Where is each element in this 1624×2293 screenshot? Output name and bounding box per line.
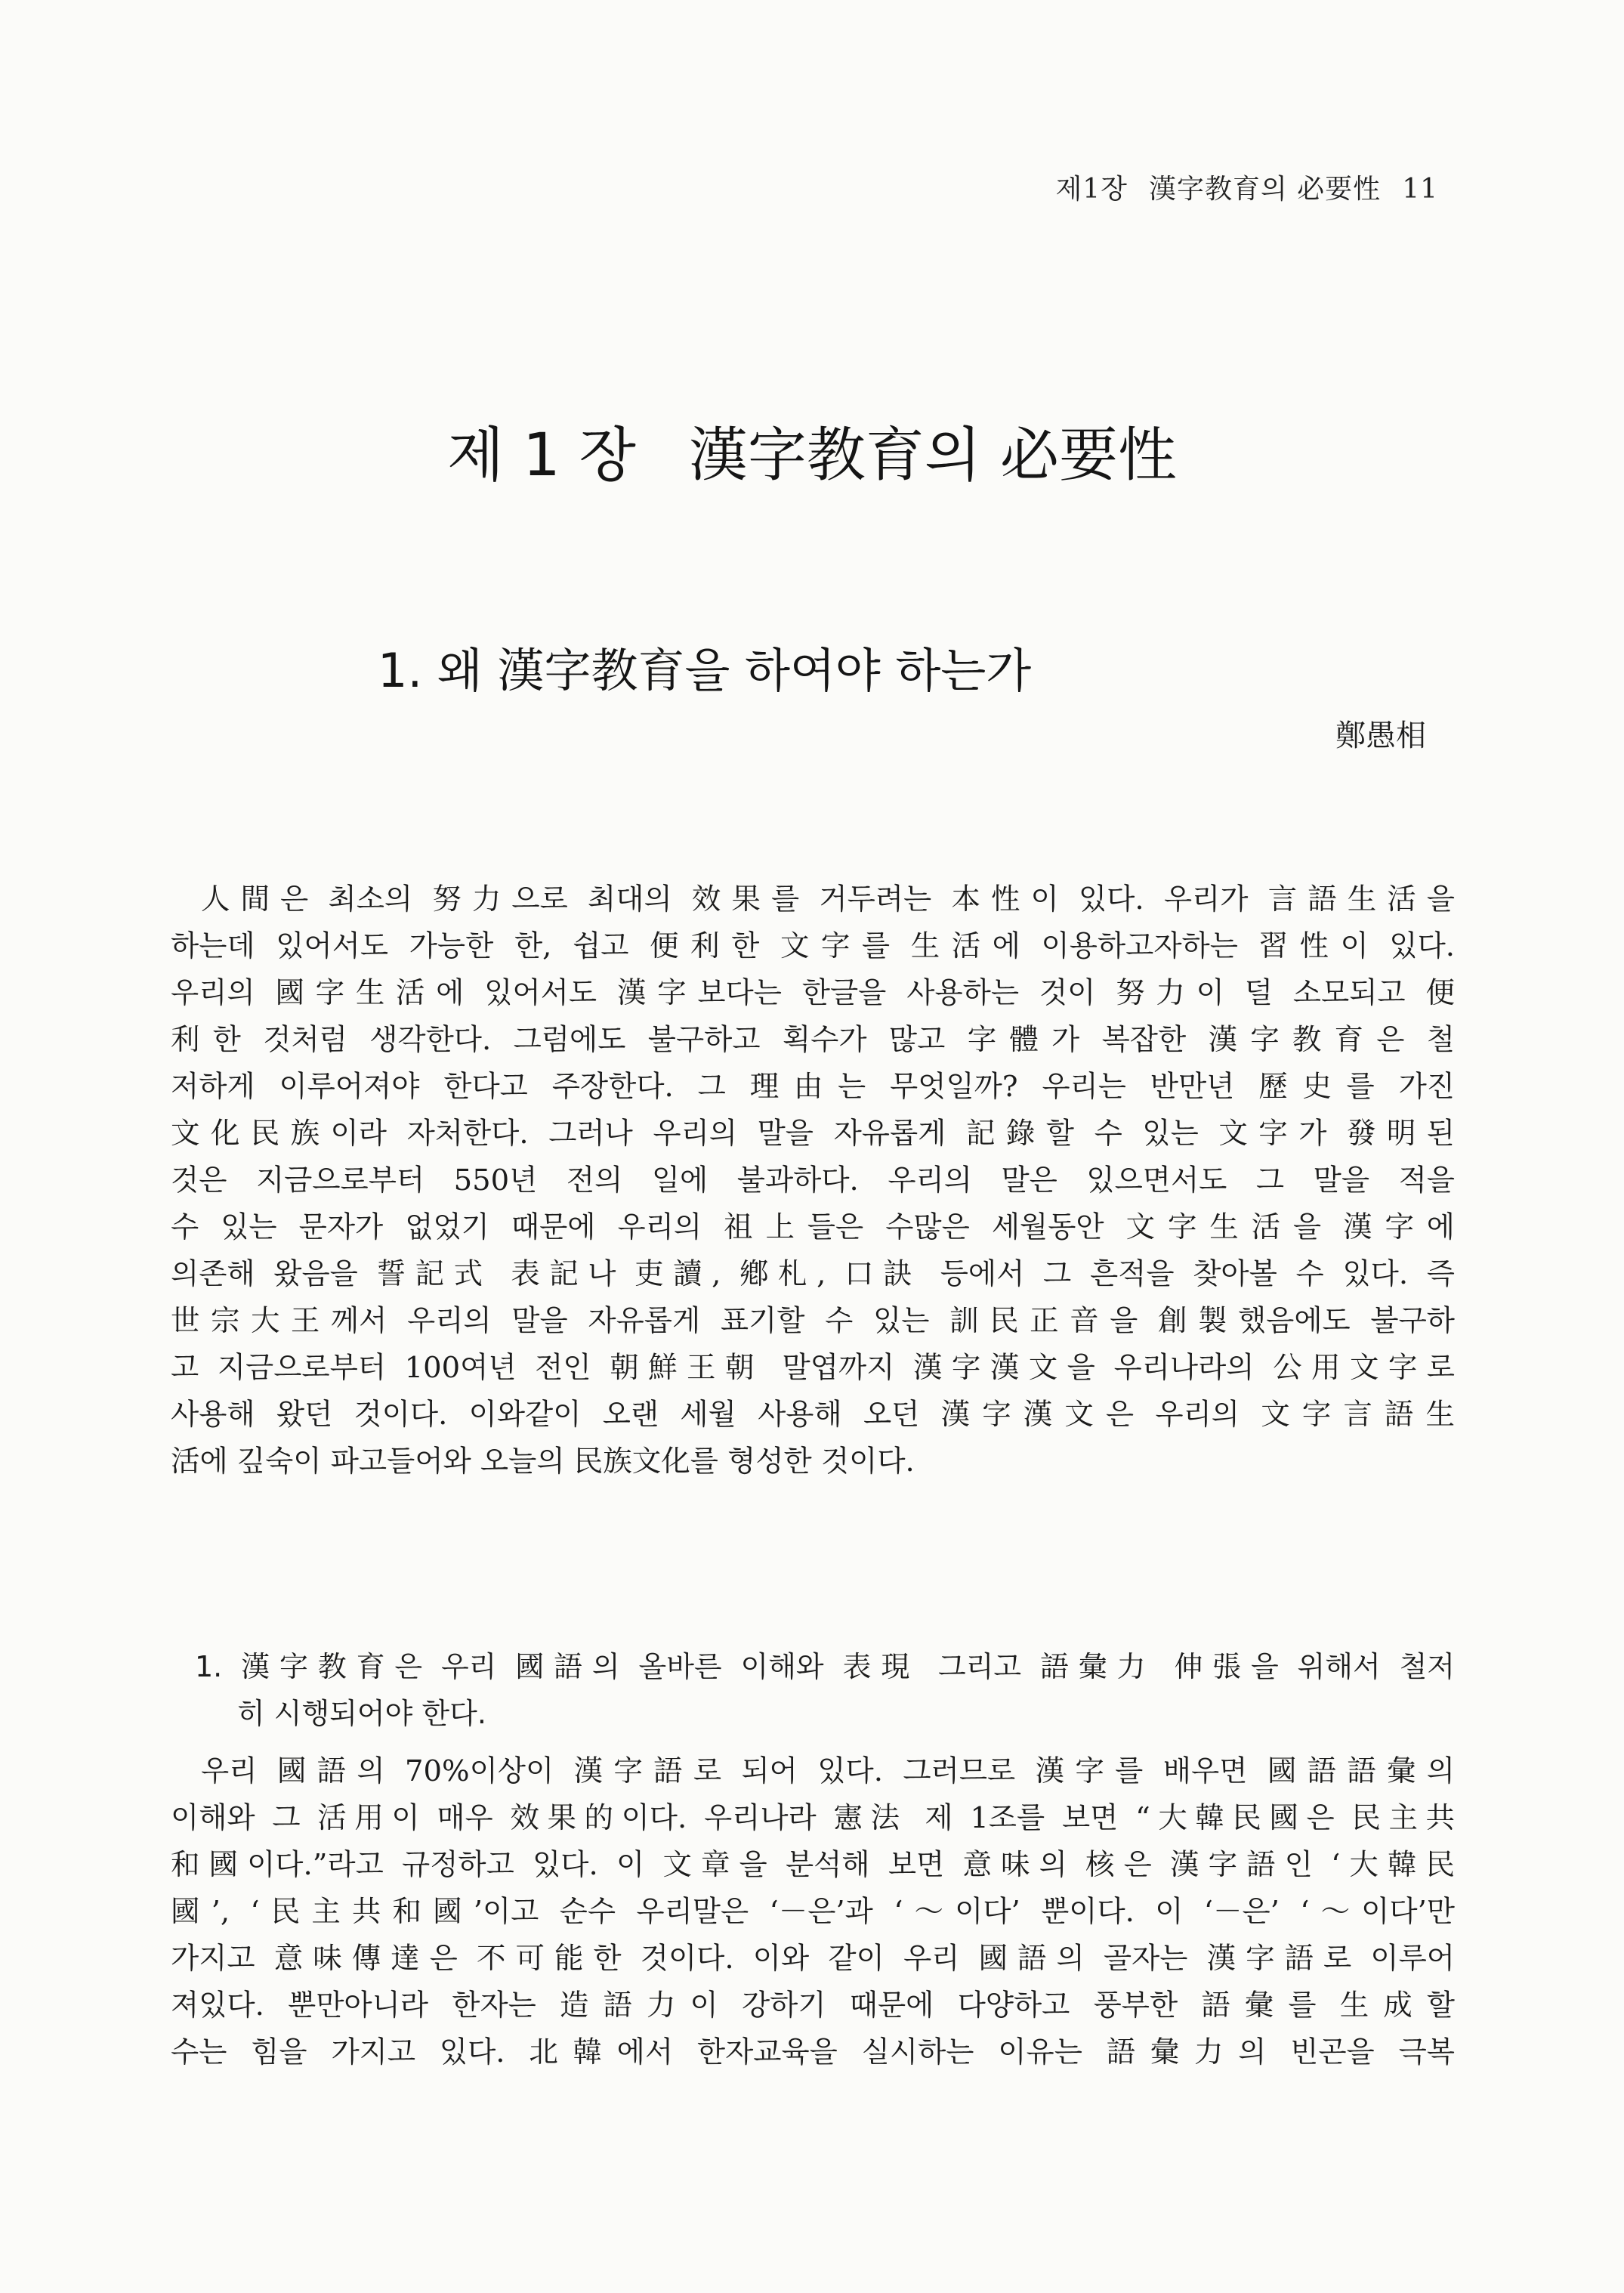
paragraph-line: 活에 깊숙이 파고들어와 오늘의 民族文化를 형성한 것이다.	[171, 1445, 915, 1479]
numbered-heading-line: 히 시행되어야 한다.	[237, 1697, 486, 1730]
paragraph-line: 것은 지금으로부터 550년 전의 일에 불과하다. 우리의 말은 있으면서도 그 말을 적을	[171, 1163, 1455, 1197]
paragraph-line: 國’, ‘民主共和國’이고 순수 우리말은 ‘－은’과 ‘～이다’ 뿐이다. 이 ‘－은’ ‘～이다’만	[171, 1895, 1455, 1929]
paragraph-line: 和國이다.”라고 규정하고 있다. 이 文章을 분석해 보면 意味의 核은 漢字語인 ‘大韓民	[171, 1848, 1455, 1882]
paragraph-line: 人間은 최소의 努力으로 최대의 效果를 거두려는 本性이 있다. 우리가 言語生活을	[201, 882, 1455, 916]
running-header-chapter: 제1장	[1055, 174, 1128, 205]
paragraph-line: 이해와 그 活用이 매우 效果的이다. 우리나라 憲法 제 1조를 보면 “大韓民國은 民主共	[171, 1801, 1455, 1835]
page-number: 11	[1402, 174, 1438, 205]
chapter-title	[0, 408, 1624, 493]
paragraph-line: 저하게 이루어져야 한다고 주장한다. 그 理由는 무엇일까? 우리는 반만년 歷史를 가진	[171, 1070, 1455, 1104]
paragraph-1	[171, 876, 1455, 1485]
running-header	[1055, 168, 1438, 206]
paragraph-line: 의존해 왔음을 誓記式 表記나 吏讀, 鄕札, 口訣 등에서 그 흔적을 찾아볼 수 있다. 즉	[171, 1257, 1455, 1291]
paragraph-line: 文化民族이라 자처한다. 그러나 우리의 말을 자유롭게 記錄할 수 있는 文字가 發明된	[171, 1117, 1455, 1151]
paragraph-line: 하는데 있어서도 가능한 한, 쉽고 便利한 文字를 生活에 이용하고자하는 習性이 있다.	[171, 929, 1455, 963]
chapter-label: 제 1 장	[446, 422, 636, 490]
paragraph-line: 수는 힘을 가지고 있다. 北韓에서 한자교육을 실시하는 이유는 語彙力의 빈곤을 극복	[171, 2035, 1455, 2069]
paragraph-line: 사용해 왔던 것이다. 이와같이 오랜 세월 사용해 오던 漢字漢文은 우리의 文字言語生	[171, 1398, 1455, 1432]
paragraph-line: 가지고 意味傳達은 不可能한 것이다. 이와 같이 우리 國語의 골자는 漢字語로 이루어	[171, 1942, 1455, 1976]
paragraph-line: 수 있는 문자가 없었기 때문에 우리의 祖上들은 수많은 세월동안 文字生活을 漢字에	[171, 1210, 1455, 1244]
paragraph-line: 고 지금으로부터 100여년 전인 朝鮮王朝 말엽까지 漢字漢文을 우리나라의 公用文字로	[171, 1351, 1455, 1385]
paragraph-line: 世宗大王께서 우리의 말을 자유롭게 표기할 수 있는 訓民正音을 創製했음에도 불구하	[171, 1304, 1455, 1338]
author-name: 鄭愚相	[1335, 718, 1426, 753]
numbered-heading-line: 1. 漢字教育은 우리 國語의 올바른 이해와 表現 그리고 語彙力 伸張을 위해서 철저	[195, 1650, 1455, 1683]
paragraph-line: 우리의 國字生活에 있어서도 漢字보다는 한글을 사용하는 것이 努力이 덜 소모되고 便	[171, 976, 1455, 1010]
paragraph-2	[171, 1748, 1455, 2076]
paragraph-line: 져있다. 뿐만아니라 한자는 造語力이 강하기 때문에 다양하고 풍부한 語彙를 生成할	[171, 1989, 1455, 2023]
paragraph-line: 利한 것처럼 생각한다. 그럼에도 불구하고 획수가 많고 字體가 복잡한 漢字教育은 철	[171, 1023, 1455, 1057]
chapter-title-text: 漢字教育의 必要性	[688, 422, 1178, 490]
paragraph-line: 우리 國語의 70%이상이 漢字語로 되어 있다. 그러므로 漢字를 배우면 國語語彙의	[201, 1754, 1455, 1788]
section-title: 1. 왜 漢字教育을 하여야 하는가	[378, 643, 1032, 698]
numbered-heading	[195, 1643, 1455, 1737]
running-header-title: 漢字教育의 必要性	[1148, 174, 1382, 205]
